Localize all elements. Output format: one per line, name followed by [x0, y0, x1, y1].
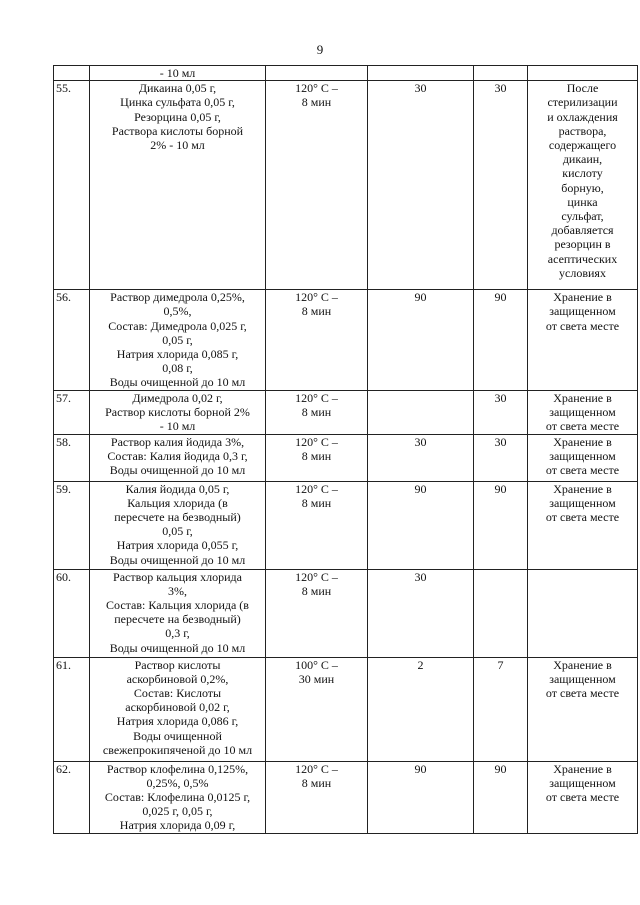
composition-cell [90, 81, 266, 290]
note-cell [528, 481, 638, 569]
sterilization-cell [266, 390, 368, 434]
note-line: условиях [559, 265, 606, 280]
storage-term-value: 90 [494, 481, 507, 496]
table-row [54, 290, 638, 390]
storage-term-cell [474, 569, 528, 657]
composition-line: пересчете на безводный) [114, 612, 241, 627]
note-line: Хранение в [553, 657, 612, 672]
composition-line: Состав: Клофелина 0,0125 г, [104, 790, 251, 805]
note-line: от света месте [545, 463, 620, 478]
row-number: 60. [56, 569, 71, 584]
storage-term-value: 90 [414, 290, 427, 305]
row-number-cell [54, 390, 90, 434]
sterilization-line: 120° С – [295, 81, 338, 96]
sterilization-line: 120° С – [295, 761, 338, 776]
note-line: защищенном [549, 495, 616, 510]
storage-term-cell [368, 66, 474, 81]
row-number-cell [54, 66, 90, 81]
storage-term-cell [368, 657, 474, 761]
composition-cell [90, 390, 266, 434]
table-row [54, 657, 638, 761]
sterilization-line: 8 мин [301, 583, 332, 598]
composition-line: аскорбиновой 0,02 г, [125, 700, 230, 715]
storage-term-cell [368, 81, 474, 290]
note-line: После [566, 81, 599, 96]
note-line: асептических [547, 251, 618, 266]
storage-term-cell [474, 66, 528, 81]
storage-term-value: 90 [494, 290, 507, 305]
composition-line: Натрия хлорида 0,055 г, [116, 538, 239, 553]
composition-line: Воды очищенной до 10 мл [109, 375, 246, 390]
row-number: 56. [56, 290, 71, 305]
storage-term-cell [474, 761, 528, 833]
sterilization-cell [266, 481, 368, 569]
storage-term-value: 30 [414, 434, 427, 449]
sterilization-table [53, 65, 638, 834]
storage-term-value: 30 [414, 569, 427, 584]
storage-term-value: 90 [414, 481, 427, 496]
composition-line: Раствора кислоты борной [111, 123, 244, 138]
composition-line: свежепрокипяченой до 10 мл [102, 742, 253, 757]
sterilization-cell [266, 81, 368, 290]
storage-term-value: 2 [417, 657, 424, 672]
table-row [54, 434, 638, 481]
storage-term-cell [368, 290, 474, 390]
composition-line: Состав: Калия йодида 0,3 г, [107, 448, 248, 463]
composition-line: 0,025 г, 0,05 г, [142, 804, 213, 819]
note-line: стерилизации [547, 95, 618, 110]
note-cell [528, 657, 638, 761]
sterilization-line: 8 мин [301, 448, 332, 463]
table-row [54, 66, 638, 81]
composition-line: Дикаина 0,05 г, [138, 81, 217, 96]
composition-line: Воды очищенной до 10 мл [109, 640, 246, 655]
row-number-cell [54, 657, 90, 761]
table-body [54, 66, 638, 834]
row-number: 58. [56, 434, 71, 449]
composition-line: Раствор кислоты борной 2% [105, 404, 250, 419]
sterilization-line: 30 мин [298, 671, 335, 686]
composition-line: Раствор димедрола 0,25%, [110, 290, 245, 305]
note-cell [528, 66, 638, 81]
composition-cell [90, 434, 266, 481]
composition-cell [90, 66, 266, 81]
sterilization-line: 120° С – [295, 481, 338, 496]
row-number: 57. [56, 390, 71, 405]
storage-term-cell [474, 481, 528, 569]
composition-line: 0,5%, [163, 304, 192, 319]
composition-line: Раствор клофелина 0,125%, [106, 761, 249, 776]
note-line: раствора, [558, 123, 607, 138]
note-line: от света месте [545, 510, 620, 525]
note-line: от света месте [545, 419, 620, 434]
sterilization-line: 8 мин [301, 775, 332, 790]
composition-line: Натрия хлорида 0,086 г, [116, 714, 239, 729]
composition-line: Цинка сульфата 0,05 г, [120, 95, 235, 110]
storage-term-cell [474, 81, 528, 290]
row-number-cell [54, 569, 90, 657]
row-number-cell [54, 290, 90, 390]
note-line: цинка [567, 194, 598, 209]
row-number: 55. [56, 81, 71, 96]
storage-term-cell [474, 290, 528, 390]
composition-line: 0,3 г, [165, 626, 190, 641]
composition-line: 3%, [168, 583, 187, 598]
row-number-cell [54, 81, 90, 290]
note-line: сульфат, [561, 209, 604, 224]
sterilization-cell [266, 761, 368, 833]
composition-line: 0,05 г, [162, 332, 193, 347]
note-line: резорцин в [554, 237, 611, 252]
note-line: Хранение в [553, 481, 612, 496]
note-line: дикаин, [562, 152, 603, 167]
composition-line: пересчете на безводный) [114, 510, 241, 525]
composition-line: Димедрола 0,02 г, [132, 390, 223, 405]
note-cell [528, 290, 638, 390]
row-number-cell [54, 481, 90, 569]
composition-line: Натрия хлорида 0,09 г, [119, 818, 236, 833]
storage-term-cell [368, 569, 474, 657]
composition-line: 0,08 г, [162, 361, 193, 376]
composition-line: Натрия хлорида 0,085 г, [116, 347, 239, 362]
composition-line: Кальция хлорида (в [127, 495, 228, 510]
sterilization-cell [266, 434, 368, 481]
composition-line: Калия йодида 0,05 г, [125, 481, 230, 496]
composition-line: Состав: Димедрола 0,025 г, [108, 318, 247, 333]
sterilization-line: 120° С – [295, 290, 338, 305]
note-line: защищенном [549, 775, 616, 790]
composition-line: 0,25%, 0,5% [146, 775, 209, 790]
note-line: Хранение в [553, 290, 612, 305]
sterilization-line: 120° С – [295, 569, 338, 584]
storage-term-cell [368, 761, 474, 833]
sterilization-cell [266, 657, 368, 761]
note-line: борную, [561, 180, 604, 195]
note-line: от света месте [545, 790, 620, 805]
storage-term-cell [474, 657, 528, 761]
note-line: Хранение в [553, 434, 612, 449]
composition-cell [90, 290, 266, 390]
storage-term-cell [368, 481, 474, 569]
composition-line: Воды очищенной [133, 728, 222, 743]
note-line: от света месте [545, 686, 620, 701]
note-cell [528, 434, 638, 481]
sterilization-line: 100° С – [295, 657, 338, 672]
composition-line: 0,05 г, [162, 524, 193, 539]
storage-term-cell [474, 434, 528, 481]
composition-line: Резорцина 0,05 г, [134, 109, 221, 124]
composition-line: Раствор калия йодида 3%, [110, 434, 245, 449]
storage-term-value: 90 [494, 761, 507, 776]
composition-line: 2% - 10 мл [150, 138, 205, 153]
storage-term-cell [368, 390, 474, 434]
table-row [54, 481, 638, 569]
note-line: добавляется [551, 223, 614, 238]
page-number: 9 [316, 42, 324, 57]
row-number: 61. [56, 657, 71, 672]
row-number-cell [54, 761, 90, 833]
table-row [54, 390, 638, 434]
sterilization-cell [266, 66, 368, 81]
row-number: 62. [56, 761, 71, 776]
sterilization-line: 120° С – [295, 434, 338, 449]
composition-line: - 10 мл [159, 419, 196, 434]
note-line: Хранение в [553, 761, 612, 776]
sterilization-line: 120° С – [295, 390, 338, 405]
note-line: Хранение в [553, 390, 612, 405]
row-number: 59. [56, 481, 71, 496]
note-cell [528, 569, 638, 657]
composition-cell [90, 481, 266, 569]
note-line: защищенном [549, 404, 616, 419]
note-line: защищенном [549, 448, 616, 463]
composition-line: - 10 мл [159, 66, 196, 80]
composition-line: Воды очищенной до 10 мл [109, 463, 246, 478]
sterilization-line: 8 мин [301, 304, 332, 319]
table-row [54, 81, 638, 290]
note-line: кислоту [562, 166, 603, 181]
composition-line: Раствор кислоты [134, 657, 221, 672]
composition-cell [90, 657, 266, 761]
composition-line: аскорбиновой 0,2%, [126, 671, 229, 686]
note-line: защищенном [549, 304, 616, 319]
storage-term-cell [368, 434, 474, 481]
storage-term-value: 90 [414, 761, 427, 776]
composition-line: Состав: Кальция хлорида (в [106, 598, 249, 613]
storage-term-value: 30 [494, 434, 507, 449]
sterilization-line: 8 мин [301, 95, 332, 110]
storage-term-value: 30 [494, 81, 507, 96]
note-cell [528, 761, 638, 833]
sterilization-line: 8 мин [301, 404, 332, 419]
row-number-cell [54, 434, 90, 481]
note-cell [528, 390, 638, 434]
note-line: защищенном [549, 671, 616, 686]
sterilization-line: 8 мин [301, 495, 332, 510]
note-line: и охлаждения [547, 109, 618, 124]
note-line: от света месте [545, 318, 620, 333]
composition-cell [90, 569, 266, 657]
table-row [54, 761, 638, 833]
note-line: содержащего [548, 138, 617, 153]
composition-line: Состав: Кислоты [133, 686, 222, 701]
composition-line: Воды очищенной до 10 мл [109, 552, 246, 567]
storage-term-value: 30 [414, 81, 427, 96]
storage-term-cell [474, 390, 528, 434]
storage-term-value: 30 [494, 390, 507, 405]
storage-term-value: 7 [497, 657, 504, 672]
composition-cell [90, 761, 266, 833]
composition-line: Раствор кальция хлорида [113, 569, 242, 584]
table-row [54, 569, 638, 657]
sterilization-cell [266, 569, 368, 657]
note-cell [528, 81, 638, 290]
sterilization-cell [266, 290, 368, 390]
